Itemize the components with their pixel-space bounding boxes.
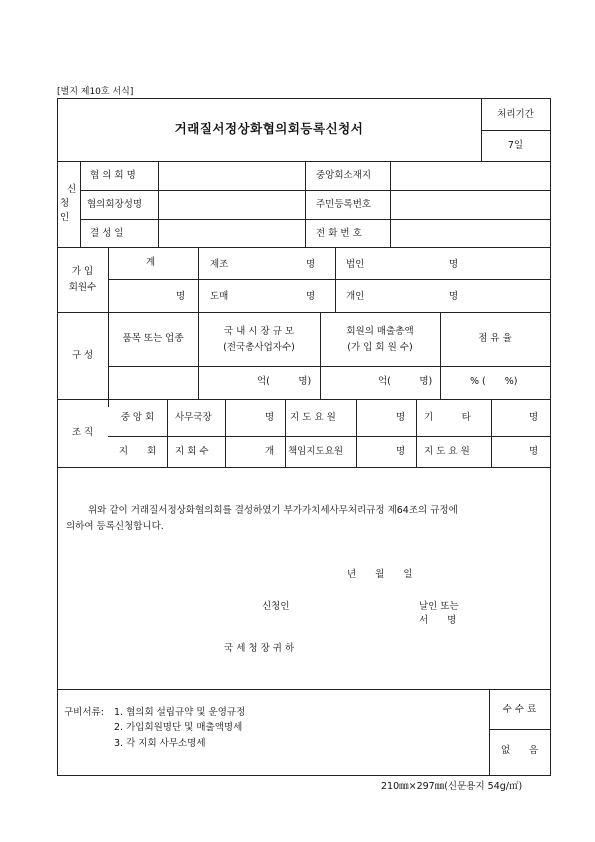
- hq-address-field[interactable]: [391, 162, 549, 189]
- members-total-label: 계: [146, 257, 156, 268]
- corporation-unit: 명: [449, 259, 459, 270]
- branch-count-unit: 개: [265, 446, 275, 457]
- wholesale-unit: 명: [306, 291, 316, 302]
- applicant-signature-label: 신청인: [262, 601, 290, 612]
- processing-period-label: 처리기간: [497, 109, 534, 120]
- share-unit: % ( %): [470, 376, 518, 387]
- council-name-field[interactable]: [159, 162, 304, 189]
- form-title: 거래질서정상화협의회등록신청서: [174, 121, 364, 136]
- sales-unit: 억( 명): [378, 376, 433, 387]
- sales-header: 회원의 매출총액: [346, 326, 414, 337]
- phone-label: 전 화 번 호: [316, 228, 362, 239]
- application-date: 년 월 일: [347, 569, 413, 580]
- item-header: 품목 또는 업종: [122, 333, 184, 344]
- founding-date-field[interactable]: [159, 220, 304, 246]
- share-header: 점 유 율: [478, 333, 512, 344]
- chair-name-field[interactable]: [159, 191, 304, 218]
- central-label: 중 앙 회: [120, 412, 155, 423]
- applicant-section-label: 인: [60, 212, 70, 223]
- paper-spec: 210㎜×297㎜(신문용지 54g/㎡): [381, 781, 523, 792]
- resident-number-field[interactable]: [391, 191, 549, 218]
- members-label: 회원수: [68, 282, 97, 293]
- composition-label: 구 성: [71, 350, 94, 361]
- attachments-label: 구비서류:: [64, 707, 104, 718]
- wholesale-label: 도매: [210, 291, 229, 302]
- manufacturing-label: 제조: [210, 259, 229, 270]
- other-label: 기 타: [424, 412, 471, 423]
- members-label: 가 입: [71, 266, 94, 277]
- chief-guidance-unit: 명: [396, 446, 406, 457]
- branch-count-label: 지 회 수: [175, 446, 209, 457]
- secretary-label: 사무국장: [175, 412, 212, 423]
- council-name-label: 협 의 회 명: [90, 170, 136, 181]
- branch-label: 지 회: [118, 446, 157, 457]
- fee-value: 없 음: [500, 745, 539, 756]
- manufacturing-unit: 명: [306, 259, 316, 270]
- processing-period-value: 7일: [507, 140, 524, 151]
- resident-number-label: 주민등록번호: [316, 199, 372, 210]
- declaration-text: 위와 같이 거래질서정상화협의회를 결성하였기 부가가치세사무처리규정 제64조의 규정에: [88, 505, 458, 516]
- chief-guidance-label: 책임지도요원: [288, 446, 344, 457]
- item-field[interactable]: [109, 367, 197, 398]
- attachment-item: 2. 가입회원명단 및 매출액명세: [114, 722, 243, 733]
- secretary-unit: 명: [265, 412, 275, 423]
- hq-address-label: 중앙회소재지: [316, 170, 372, 181]
- phone-field[interactable]: [391, 220, 549, 246]
- individual-unit: 명: [449, 291, 459, 302]
- form-number: [별지 제10호 서식]: [57, 87, 134, 97]
- attachment-item: 1. 협의회 설립규약 및 운영규정: [114, 707, 246, 718]
- chair-name-label: 협의회장성명: [87, 199, 143, 210]
- founding-date-label: 결 성 일: [90, 228, 124, 239]
- market-size-header: 국 내 시 장 규 모: [223, 326, 295, 337]
- members-total-unit: 명: [176, 291, 186, 302]
- declaration-text: 의하여 등록신청합니다.: [66, 521, 164, 532]
- applicant-section-label: 신: [67, 184, 77, 195]
- corporation-label: 법인: [346, 259, 365, 270]
- fee-label: 수 수 료: [502, 704, 537, 715]
- guidance-label: 지 도 요 원: [290, 412, 336, 423]
- applicant-section-label: 청: [60, 198, 70, 209]
- branch-guidance-unit: 명: [529, 446, 539, 457]
- market-size-subheader: (전국총사업자수): [223, 342, 295, 353]
- organization-label: 조 직: [71, 427, 94, 438]
- individual-label: 개인: [346, 291, 365, 302]
- guidance-unit: 명: [396, 412, 406, 423]
- other-unit: 명: [529, 412, 539, 423]
- attachment-item: 3. 각 지회 사무소명세: [114, 738, 206, 749]
- sales-subheader: (가 입 회 원 수): [347, 342, 413, 353]
- addressee: 국 세 청 장 귀 하: [224, 643, 295, 654]
- market-size-unit: 억( 명): [257, 376, 312, 387]
- seal-or-signature: 서 명: [419, 615, 457, 626]
- branch-guidance-label: 지 도 요 원: [424, 446, 470, 457]
- seal-or-signature: 날인 또는: [419, 601, 459, 612]
